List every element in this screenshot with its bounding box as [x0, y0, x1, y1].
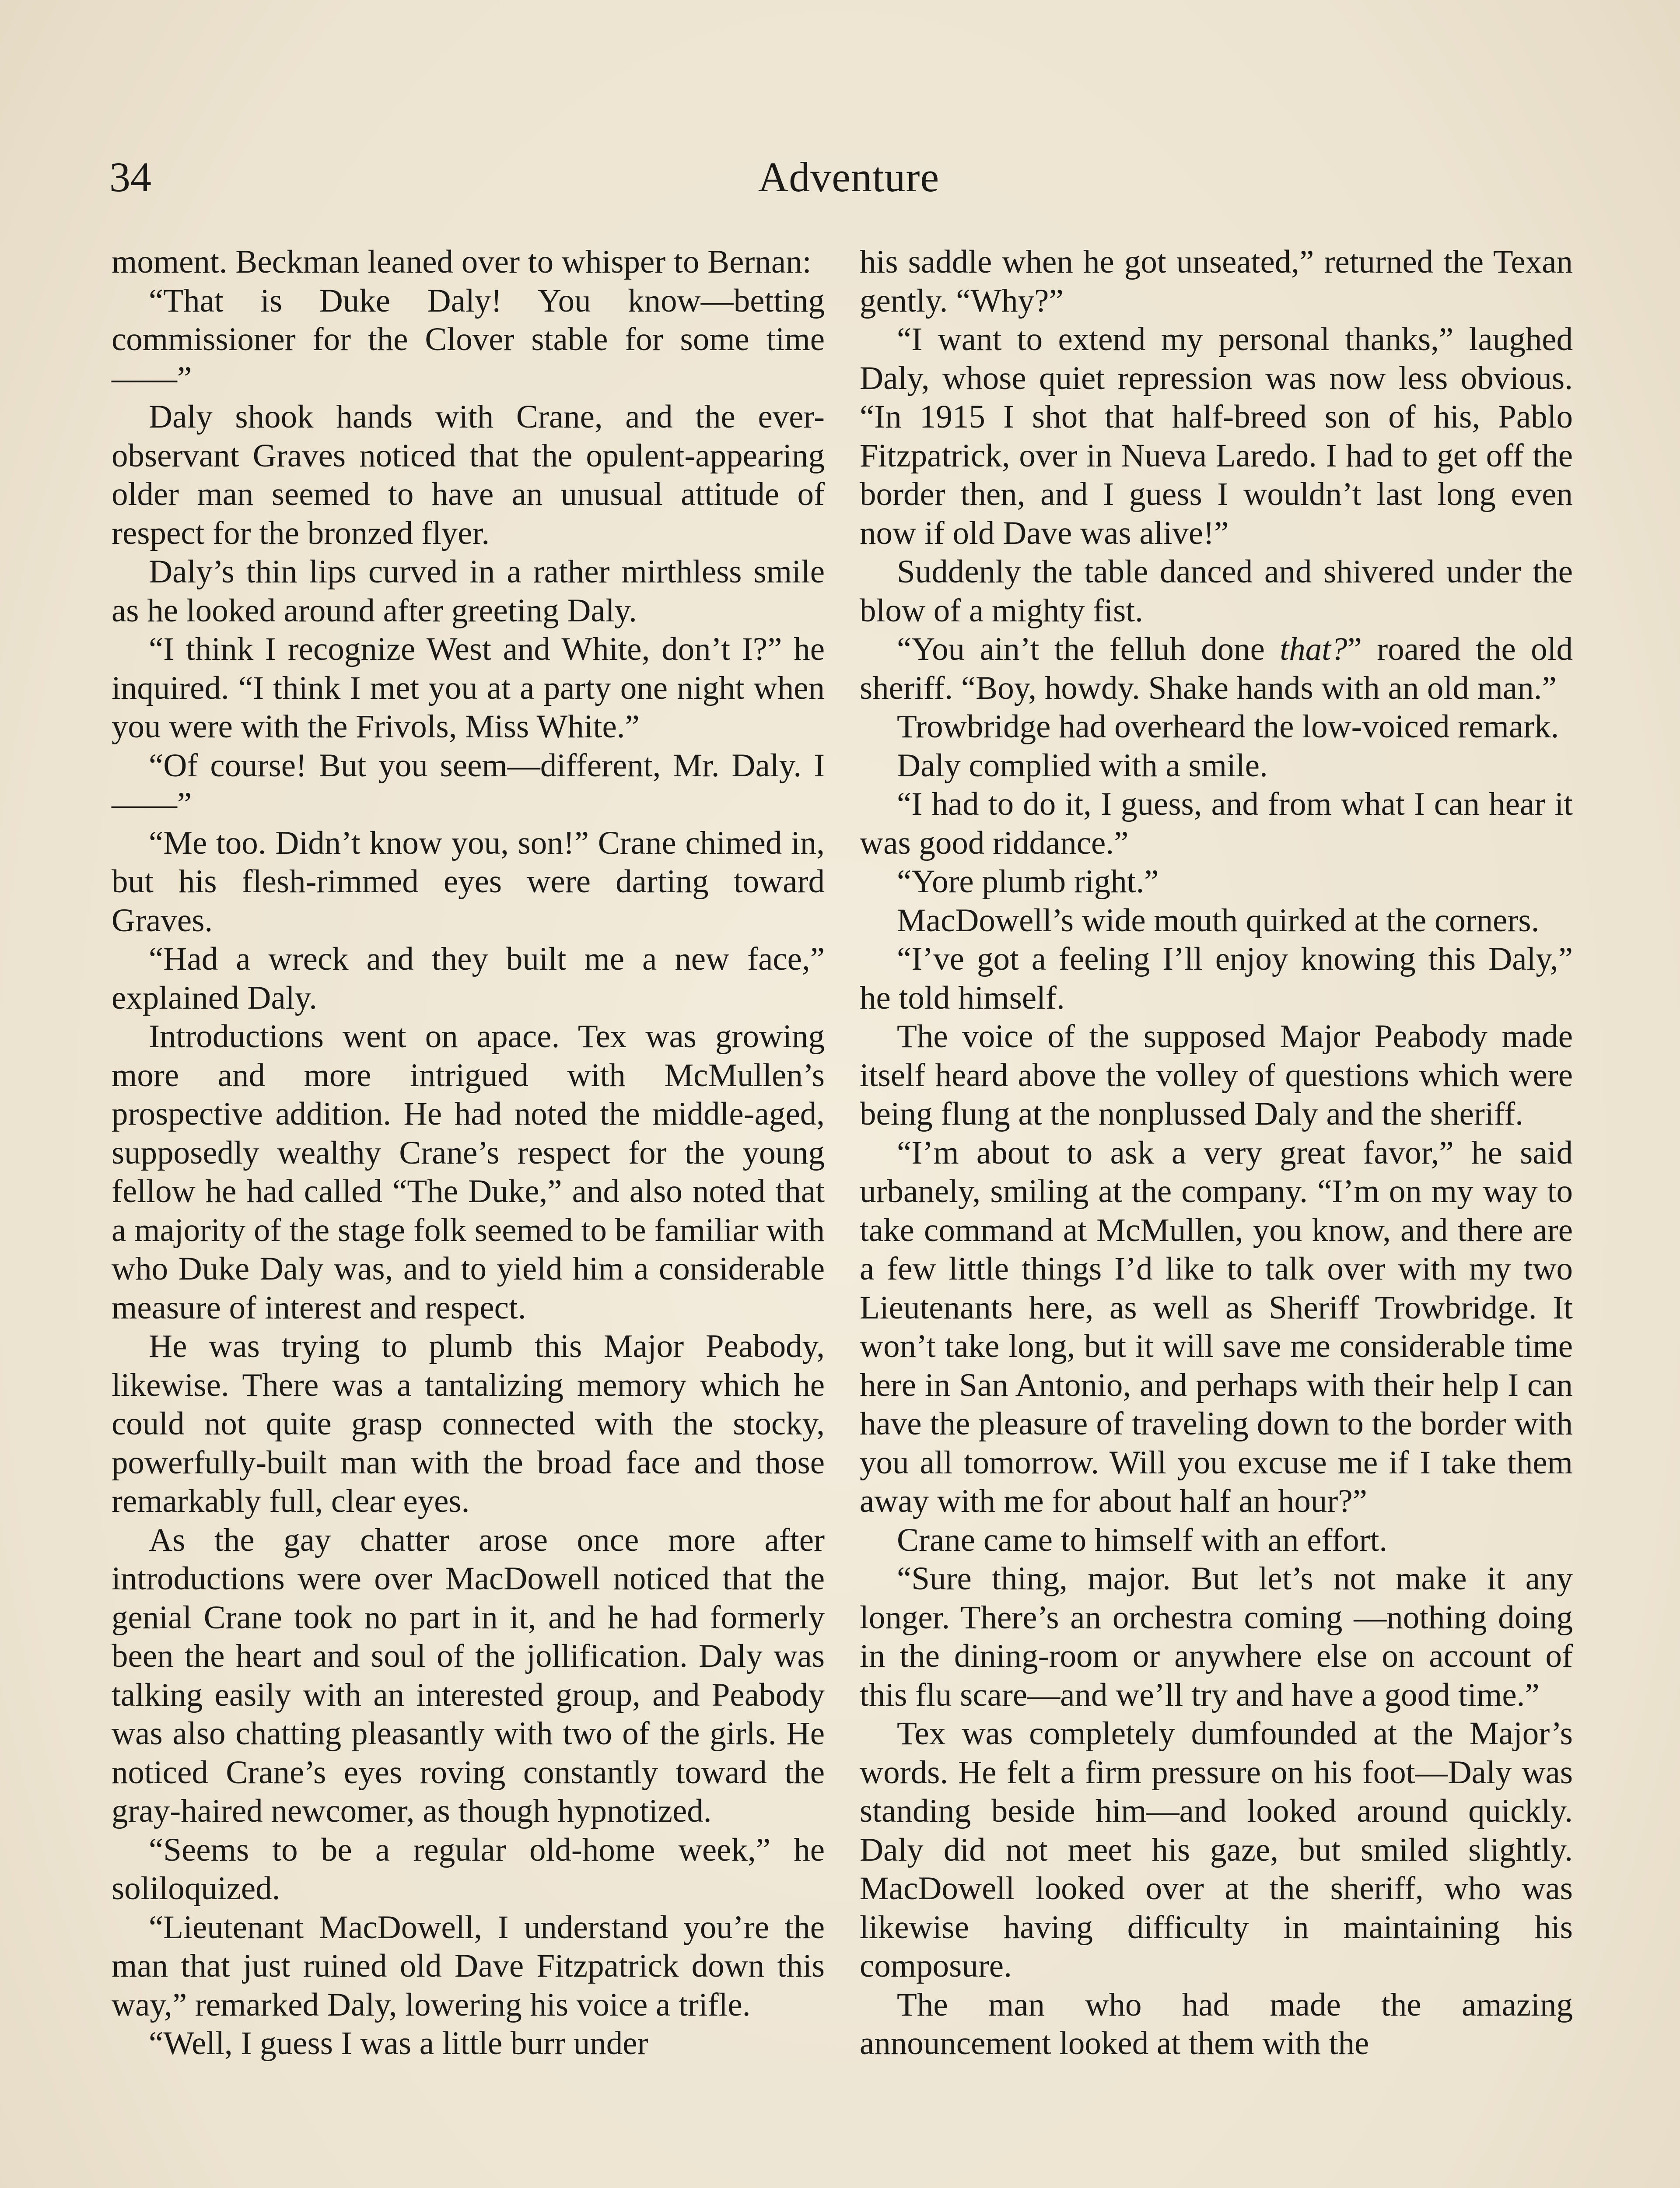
- paragraph: “Lieutenant MacDowell, I understand you’re the man that just ruined old Dave Fitzpatrick down this way,” remarked Daly, lowering his voice a trifle.: [112, 1909, 825, 2023]
- paragraph: “I’ve got a feeling I’ll enjoy knowing this Daly,” he told himself.: [860, 941, 1573, 1016]
- paragraph: Introductions went on apace. Tex was growing more and more intrigued with McMullen’s prospective addition. He had noted the middle-aged, supposedly wealthy Crane’s respect for the young fellow he had called “The Duke,” and also noted that a majority of the stage folk seemed to be familiar with who Duke Daly was, and to yield him a considerable measure of interest and respect.: [112, 1018, 825, 1326]
- running-head: Adventure: [758, 154, 940, 200]
- paragraph: The man who had made the amazing announcement looked at them with the: [860, 1986, 1573, 2062]
- paragraph: his saddle when he got unseated,” returned the Texan gently. “Why?”: [860, 244, 1573, 319]
- paragraph: “That is Duke Daly! You know—betting commissioner for the Clover stable for some time——”: [112, 282, 825, 396]
- paragraph: moment. Beckman leaned over to whisper to Bernan:: [112, 244, 812, 280]
- paragraph: “Me too. Didn’t know you, son!” Crane chimed in, but his flesh-rimmed eyes were darting toward Graves.: [112, 824, 825, 939]
- paragraph: “I want to extend my personal thanks,” laughed Daly, whose quiet repression was now less obvious. “In 1915 I shot that half-breed son of his, Pablo Fitzpatrick, over in Nueva Laredo. I had to get off the border then, and I guess I wouldn’t last long even now if old Dave was alive!”: [860, 321, 1573, 551]
- paragraph: As the gay chatter arose once more after introductions were over MacDowell noticed that the genial Crane took no part in it, and he had formerly been the heart and soul of the jollification. Daly was talking easily with an interested group, and Peabody was also chatting pleasantly with two of the girls. He noticed Crane’s eyes roving constantly toward the gray-haired newcomer, as though hypnotized.: [112, 1522, 825, 1829]
- paragraph: The voice of the supposed Major Peabody made itself heard above the volley of questions which were being flung at the nonplussed Daly and the sheriff.: [860, 1018, 1573, 1132]
- paragraph: Trowbridge had overheard the low-voiced remark.: [897, 708, 1559, 745]
- paragraph: “Of course! But you seem—different, Mr. Daly. I——”: [112, 747, 825, 822]
- paragraph: Daly’s thin lips curved in a rather mirthless smile as he looked around after greeting Daly.: [112, 554, 825, 629]
- paragraph-text: ” roared the old sheriff. “Boy, howdy. Shake hands with an old man.”: [860, 631, 1573, 706]
- paragraph: “Well, I guess I was a little burr under: [149, 2025, 648, 2062]
- paragraph: He was trying to plumb this Major Peabody, likewise. There was a tantalizing memory which he could not quite grasp connected with the stocky, powerfully-built man with the broad face and those remarkably full, clear eyes.: [112, 1328, 825, 1519]
- paragraph: [860, 630, 1573, 708]
- page-number: 34: [109, 154, 151, 200]
- paragraph: Daly shook hands with Crane, and the ever-observant Graves noticed that the opulent-appearing older man seemed to have an unusual attitude of respect for the bronzed flyer.: [112, 399, 825, 551]
- paragraph-text: “You ain’t the felluh done: [897, 631, 1280, 667]
- paragraph: “Seems to be a regular old-home week,” he soliloquized.: [112, 1831, 825, 1907]
- paragraph: “I think I recognize West and White, don’t I?” he inquired. “I think I met you at a party one night when you were with the Frivols, Miss White.”: [112, 631, 825, 745]
- paragraph: Crane came to himself with an effort.: [897, 1522, 1388, 1558]
- emphasis-text: that?: [1280, 631, 1348, 667]
- left-column: [112, 243, 825, 2063]
- right-column: [860, 243, 1573, 2063]
- paragraph: MacDowell’s wide mouth quirked at the corners.: [897, 902, 1540, 939]
- paragraph: “I’m about to ask a very great favor,” he said urbanely, smiling at the company. “I’m on my way to take command at McMullen, you know, and there are a few little things I’d like to talk over with my two Lieutenants here, as well as Sheriff Trowbridge. It won’t take long, but it will save me considerable time here in San Antonio, and perhaps with their help I can have the pleasure of traveling down to the border with you all tomorrow. Will you excuse me if I take them away with me for about half an hour?”: [860, 1134, 1573, 1519]
- paragraph: “Had a wreck and they built me a new face,” explained Daly.: [112, 941, 825, 1016]
- paragraph: Suddenly the table danced and shivered under the blow of a mighty fist.: [860, 554, 1573, 629]
- paragraph: “I had to do it, I guess, and from what I can hear it was good riddance.”: [860, 786, 1573, 861]
- paragraph: Tex was completely dumfounded at the Major’s words. He felt a firm pressure on his foot—Daly was standing beside him—and looked around quickly. Daly did not meet his gaze, but smiled slightly. MacDowell looked over at the sheriff, who was likewise having difficulty in maintaining his composure.: [860, 1715, 1573, 1984]
- paragraph: Daly complied with a smile.: [897, 747, 1268, 784]
- page-header: [109, 144, 1588, 210]
- paragraph: “Sure thing, major. But let’s not make it any longer. There’s an orchestra coming —nothing doing in the dining-room or anywhere else on account of this flu scare—and we’ll try and have a good time.”: [860, 1560, 1573, 1713]
- paragraph: “Yore plumb right.”: [897, 863, 1159, 900]
